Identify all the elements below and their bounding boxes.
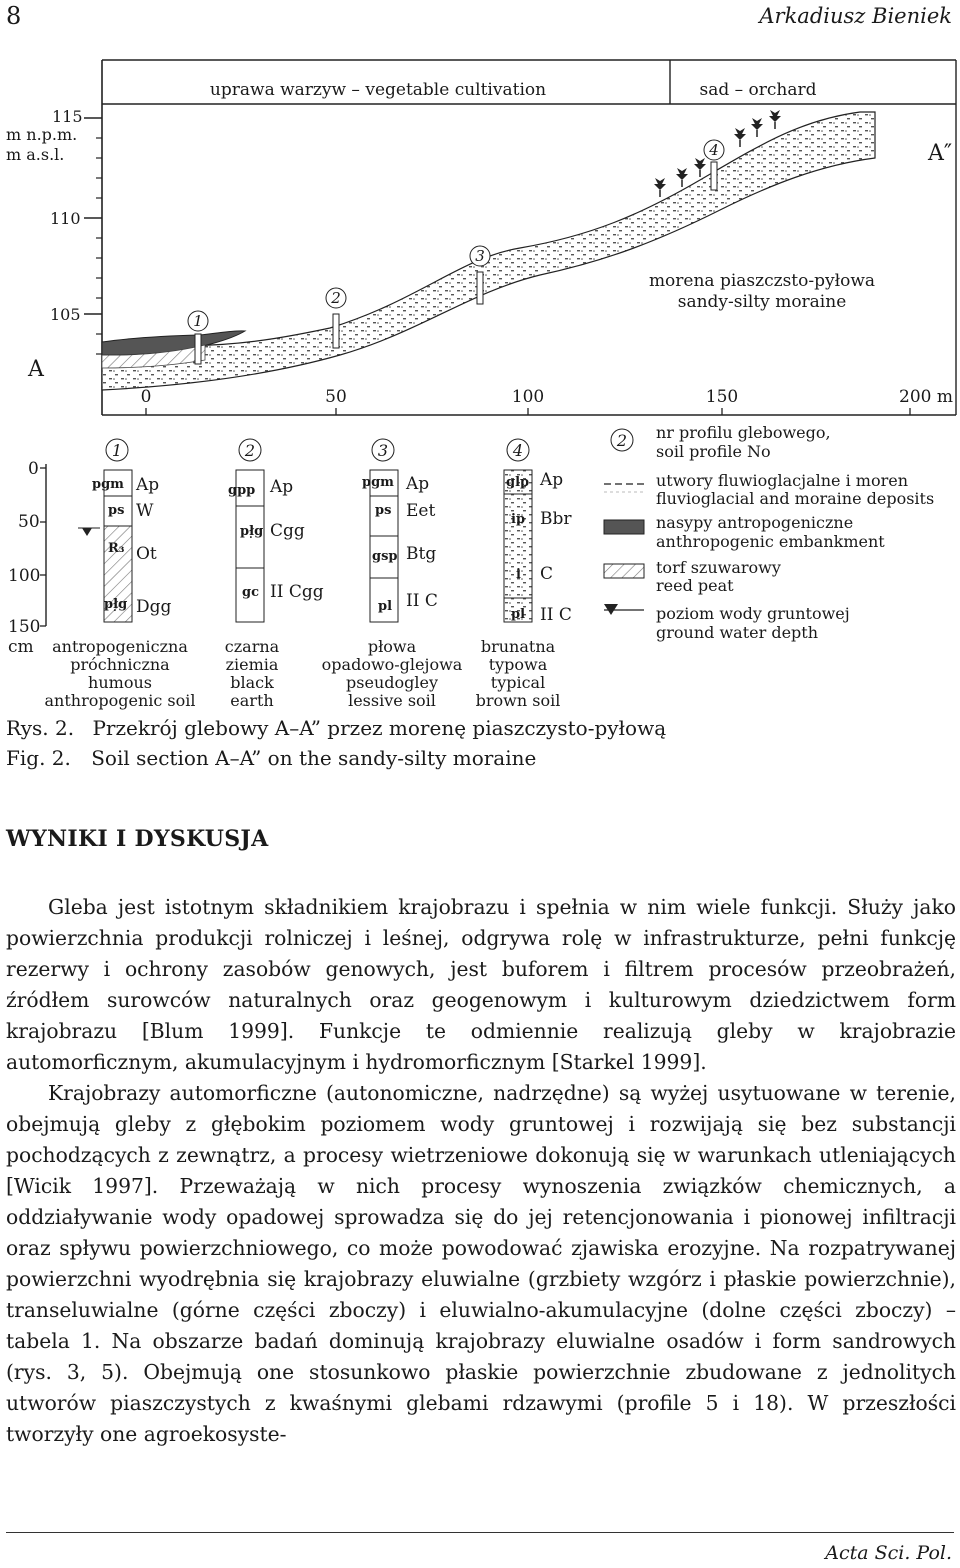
svg-text:poziom wody gruntowej: poziom wody gruntowej bbox=[656, 604, 850, 623]
legend-item-reed-peat bbox=[604, 558, 781, 595]
profile-number: 1 bbox=[111, 441, 123, 460]
caption-label: Rys. 2. bbox=[6, 716, 75, 740]
svg-text:3: 3 bbox=[475, 247, 485, 265]
distance-tick-label: 100 bbox=[511, 387, 545, 407]
svg-text:1: 1 bbox=[193, 312, 203, 330]
svg-text:brunatna: brunatna bbox=[480, 637, 556, 656]
depth-axis bbox=[8, 459, 46, 657]
horizon-code: pl bbox=[378, 599, 393, 614]
tree-icon bbox=[734, 128, 746, 147]
svg-text:fluvioglacial and moraine depo: fluvioglacial and moraine deposits bbox=[656, 489, 935, 508]
elevation-unit-line: m n.p.m. bbox=[6, 125, 78, 144]
horizon-name: II C bbox=[540, 605, 572, 625]
footer-rule bbox=[6, 1532, 954, 1533]
horizon-name: Btg bbox=[406, 544, 437, 564]
svg-text:ziemia: ziemia bbox=[225, 655, 279, 674]
svg-text:utwory fluwioglacjalne i moren: utwory fluwioglacjalne i moren bbox=[656, 471, 909, 490]
land-use-orchard: sad – orchard bbox=[699, 80, 817, 100]
tree-icon bbox=[654, 178, 666, 197]
body-paragraph: Krajobrazy automorficzne (autonomiczne, nadrzędne) są wyżej usytuowane w terenie, obejmują gleby z głębokim poziomem wody gruntowej i rozwijają się bez substancji pochodzących z zewnątrz, a procesy wietrzeniowe dokonują się w warunkach utleniających [Wicik 1997]. Przeważają w nich procesy wynoszenia związków chemicznych, a oddziaływanie wody opadowej sprowadza się do jej retencjonowania i pionowej infiltracji oraz spływu powierzchniowego, co może powodować zjawiska erozyjne. Na rozpatrywanej powierzchni wyodrębnia się krajobrazy eluwialne (grzbiety wzgórz i płaskie powierzchnie), transeluwialne (górne części zboczy) i eluwialno-akumulacyjne (dolne części zboczy) – tabela 1. Na obszarze badań dominują krajobrazy eluwialne osadów i form sandrowych (rys. 3, 5). Obejmują one stosunkowo płaskie powierzchnie zbudowane z jednolitych utworów piaszczystych z kwaśnymi glebami rdzawymi (profile 5 i 18). W przeszłości tworzyły one agroekosyste- bbox=[6, 1081, 956, 1446]
svg-text:soil profile No: soil profile No bbox=[656, 442, 771, 461]
svg-text:nr profilu glebowego,: nr profilu glebowego, bbox=[656, 423, 831, 442]
svg-text:humous: humous bbox=[88, 673, 152, 692]
horizon-code: gpp bbox=[228, 483, 256, 498]
elevation-axis bbox=[6, 107, 102, 354]
figure-caption-pl bbox=[6, 716, 666, 740]
ground-water-icon bbox=[82, 528, 92, 536]
svg-text:earth: earth bbox=[230, 691, 274, 710]
svg-text:anthropogenic embankment: anthropogenic embankment bbox=[656, 532, 885, 551]
horizon-code: ps bbox=[108, 503, 125, 518]
svg-text:typical: typical bbox=[490, 673, 546, 692]
horizon-code: pl bbox=[511, 607, 526, 622]
svg-text:antropogeniczna: antropogeniczna bbox=[52, 637, 188, 656]
profile-markers bbox=[188, 140, 724, 364]
horizon-name: Cgg bbox=[270, 521, 305, 541]
horizon-code: pł̣g bbox=[104, 597, 128, 612]
legend-item-profile-number bbox=[611, 423, 831, 461]
soil-profile-4 bbox=[476, 439, 573, 710]
horizon-name: W bbox=[136, 501, 154, 521]
horizon-name: Eet bbox=[406, 501, 436, 521]
horizon-code: pgm bbox=[362, 475, 394, 490]
land-use-vegetable: uprawa warzyw – vegetable cultivation bbox=[209, 80, 547, 100]
profile-caption bbox=[45, 637, 196, 710]
svg-text:brown soil: brown soil bbox=[475, 691, 561, 710]
elevation-unit-line: 115 bbox=[52, 107, 83, 126]
horizon-name: C bbox=[540, 564, 554, 584]
distance-tick-label: 50 bbox=[325, 387, 347, 407]
profile-number: 2 bbox=[244, 441, 256, 460]
horizon-code: pgm bbox=[92, 477, 124, 492]
section-end-label: A″ bbox=[928, 141, 953, 166]
horizon-code: ps bbox=[375, 503, 392, 518]
tree-icon bbox=[769, 110, 781, 129]
svg-text:ground water depth: ground water depth bbox=[656, 623, 819, 642]
tree-icon bbox=[676, 168, 688, 187]
legend-item-ground-water bbox=[604, 604, 850, 642]
svg-text:próchniczna: próchniczna bbox=[70, 655, 170, 674]
horizon-name: Ot bbox=[136, 544, 157, 564]
section-heading: WYNIKI I DYSKUSJA bbox=[6, 826, 269, 852]
svg-text:2: 2 bbox=[616, 431, 628, 450]
depth-unit: cm bbox=[8, 637, 34, 657]
horizon-name: II Cgg bbox=[270, 582, 324, 602]
svg-text:4: 4 bbox=[709, 141, 719, 159]
caption-text: Przekrój glebowy A–A” przez morenę piaszczysto-pyłową bbox=[92, 716, 667, 740]
horizon-name: Ap bbox=[540, 470, 564, 490]
profile-number: 3 bbox=[377, 441, 389, 460]
soil-profile-3 bbox=[322, 439, 463, 710]
horizon-name: II C bbox=[406, 591, 438, 611]
legend bbox=[604, 423, 934, 642]
horizon-name: Dgg bbox=[136, 597, 172, 617]
page-number: 8 bbox=[6, 2, 22, 30]
depth-tick-label: 0 bbox=[28, 459, 39, 479]
horizon-code: i bbox=[516, 567, 521, 582]
profile-caption bbox=[322, 637, 463, 710]
profile-caption bbox=[476, 637, 561, 710]
body-paragraph: Gleba jest istotnym składnikiem krajobrazu i spełnia w nim wiele funkcji. Służy jako powierzchnia produkcji rolniczej i leśnej, odgrywa rolę w infrastrukturze, pełni funkcję rezerwy i ochrony zasobów genowych, jest buforem i filtrem procesów przeobrażeń, źródłem surowców naturalnych oraz geogenowym i kulturowym dziedzictwem form krajobrazu [Blum 1999]. Funkcje te odmiennie realizują gleby w krajobrazie automorficznym, akumulacyjnym i hydromorficznym [Starkel 1999]. bbox=[6, 895, 956, 1074]
soil-profile-2 bbox=[225, 439, 324, 710]
svg-text:czarna: czarna bbox=[224, 637, 280, 656]
horizon-name: Bbr bbox=[540, 509, 572, 529]
tree-icon bbox=[694, 158, 706, 177]
svg-text:pseudogley: pseudogley bbox=[346, 673, 438, 692]
caption-label: Fig. 2. bbox=[6, 746, 71, 770]
profile-caption bbox=[225, 637, 280, 710]
elevation-tick-label: 110 bbox=[50, 209, 81, 228]
svg-text:2: 2 bbox=[331, 289, 341, 307]
caption-text: Soil section A–A” on the sandy-silty moraine bbox=[91, 746, 537, 770]
distance-tick-label: 200 m bbox=[899, 387, 953, 407]
horizon-code: pł̣g bbox=[240, 524, 264, 539]
distance-tick-label: 0 bbox=[140, 387, 152, 407]
svg-text:lessive soil: lessive soil bbox=[348, 691, 436, 710]
svg-text:sandy-silty moraine: sandy-silty moraine bbox=[677, 292, 847, 312]
elevation-unit-line: m a.s.l. bbox=[6, 145, 65, 164]
svg-text:typowa: typowa bbox=[488, 655, 548, 674]
journal-name: Acta Sci. Pol. bbox=[825, 1542, 952, 1564]
profile-number: 4 bbox=[512, 441, 524, 460]
svg-text:nasypy antropogeniczne: nasypy antropogeniczne bbox=[656, 513, 854, 532]
horizon-code: R₃ bbox=[108, 541, 125, 556]
svg-text:morena piaszczsto-pyłowa: morena piaszczsto-pyłowa bbox=[648, 271, 876, 291]
svg-text:płowa: płowa bbox=[367, 637, 417, 656]
figure-caption-en bbox=[6, 746, 536, 770]
svg-text:reed peat: reed peat bbox=[656, 576, 734, 595]
legend-item-embankment bbox=[604, 513, 885, 551]
svg-text:black: black bbox=[230, 673, 274, 692]
horizon-code: gsp bbox=[372, 549, 398, 564]
legend-item-deposits bbox=[604, 471, 934, 508]
horizon-code: gc bbox=[242, 585, 260, 600]
depth-tick-label: 50 bbox=[18, 512, 40, 532]
horizon-name: Ap bbox=[270, 477, 294, 497]
distance-tick-label: 150 bbox=[705, 387, 739, 407]
moraine-label bbox=[649, 271, 875, 312]
section-start-label: A bbox=[28, 357, 44, 382]
svg-text:opadowo-glejowa: opadowo-glejowa bbox=[321, 655, 463, 674]
horizon-code: glp bbox=[506, 475, 530, 490]
tree-icon bbox=[751, 118, 763, 137]
svg-text:torf szuwarowy: torf szuwarowy bbox=[656, 558, 781, 577]
depth-tick-label: 100 bbox=[8, 566, 41, 586]
depth-tick-label: 150 bbox=[8, 617, 41, 637]
distance-axis bbox=[102, 387, 956, 415]
horizon-name: Ap bbox=[406, 474, 430, 494]
running-header-author: Arkadiusz Bieniek bbox=[759, 4, 952, 28]
svg-text:anthropogenic soil: anthropogenic soil bbox=[44, 691, 196, 710]
elevation-tick-label: 105 bbox=[50, 305, 81, 324]
soil-profile-1 bbox=[45, 439, 196, 710]
horizon-code: ip bbox=[511, 512, 526, 527]
horizon-name: Ap bbox=[136, 475, 160, 495]
